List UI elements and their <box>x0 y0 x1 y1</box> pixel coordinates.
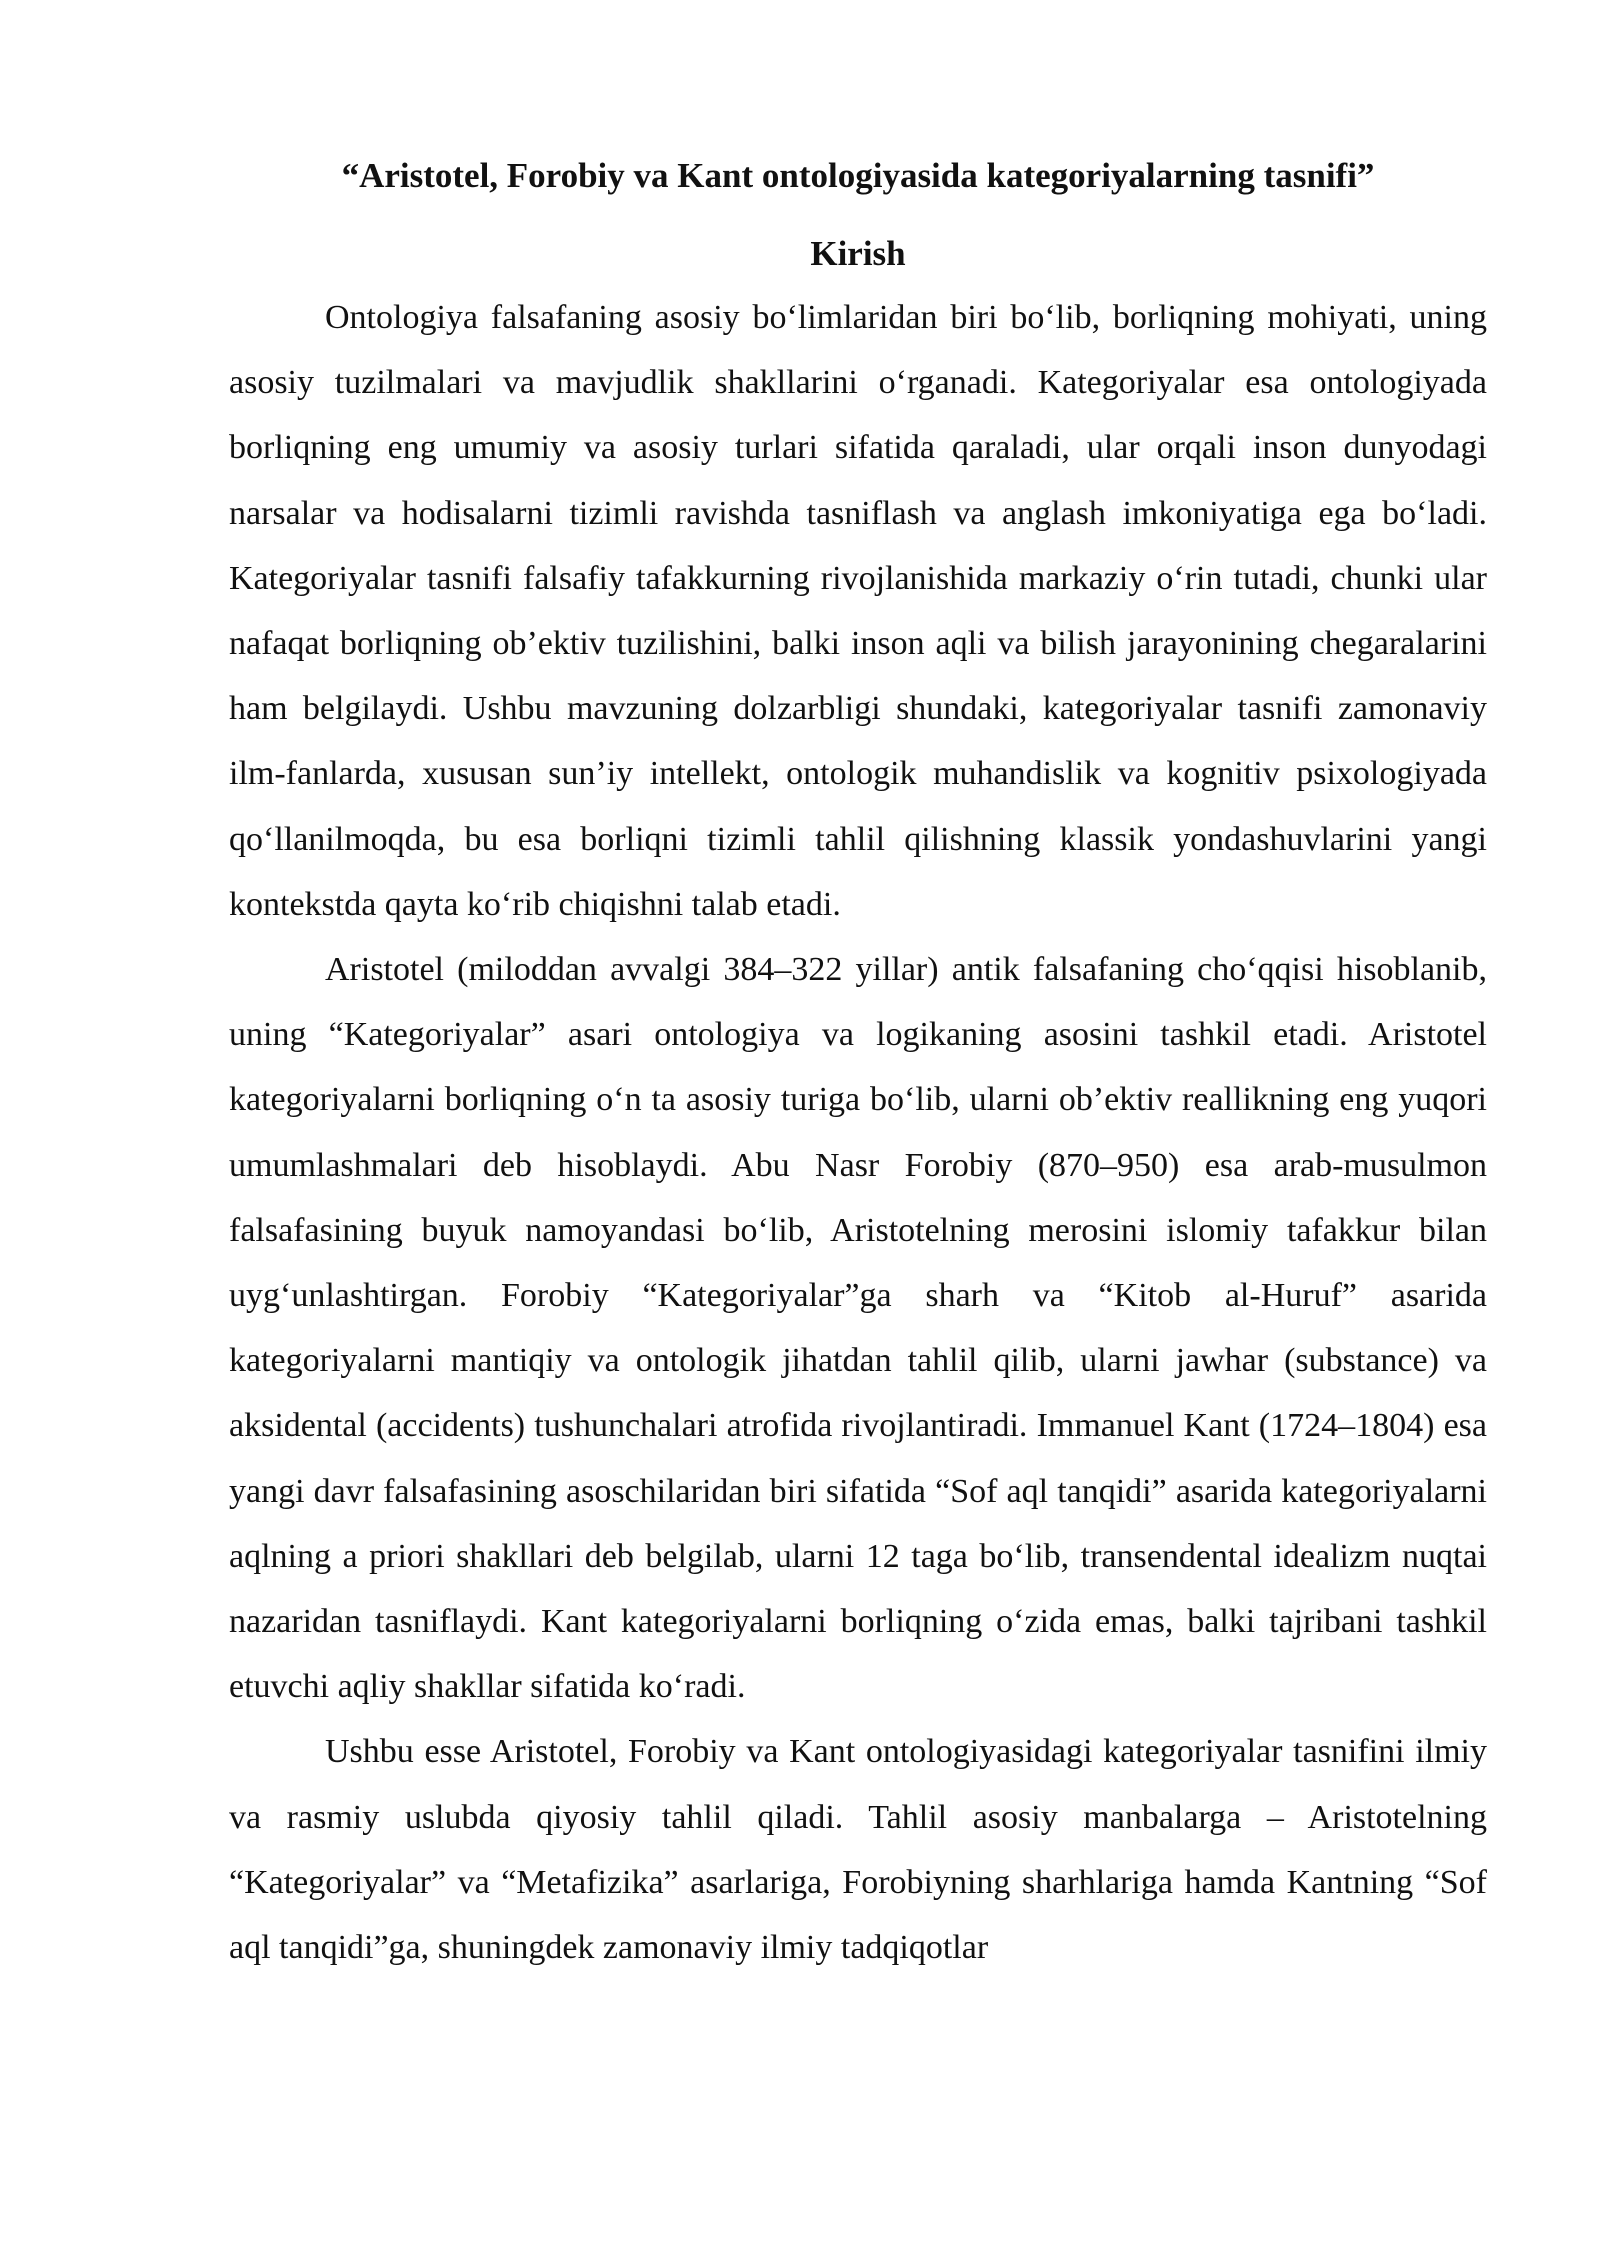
document-title: “Aristotel, Forobiy va Kant ontologiyasida kategoriyalarning tasnifi” <box>341 156 1375 195</box>
paragraph-3: Ushbu esse Aristotel, Forobiy va Kant ontologiyasidagi kategoriyalar tasnifini ilmiy va rasmiy uslubda qiyosiy tahlil qiladi. Tahlil asosiy manbalarga – Aristotelning “Kategoriyalar” va “Metafizika” asarlariga, Forobiyning sharhlariga hamda Kantning “Sof aql tanqidi”ga, shuningdek zamonaviy ilmiy tadqiqotlar <box>229 1733 1487 1967</box>
paragraph-2: Aristotel (miloddan avvalgi 384–322 yillar) antik falsafaning cho‘qqisi hisoblanib, uning “Kategoriyalar” asari ontologiya va logikaning asosini tashkil etadi. Aristotel kategoriyalarni borliqning o‘n ta asosiy turiga bo‘lib, ularni ob’ektiv reallikning eng yuqori umumlashmalari deb hisoblaydi. Abu Nasr Forobiy (870–950) esa arab-musulmon falsafasining buyuk namoyandasi bo‘lib, Aristotelning merosini islomiy tafakkur bilan uyg‘unlashtirgan. Forobiy “Kategoriyalar”ga sharh va “Kitob al-Huruf” asarida kategoriyalarni mantiqiy va ontologik jihatdan tahlil qilib, ularni jawhar (substance) va aksidental (accidents) tushunchalari atrofida rivojlantiradi. Immanuel Kant (1724–1804) esa yangi davr falsafasining asoschilaridan biri sifatida “Sof aql tanqidi” asarida kategoriyalarni aqlning a priori shakllari deb belgilab, ularni 12 taga bo‘lib, transendental idealizm nuqtai nazaridan tasniflaydi. Kant kategoriyalarni borliqning o‘zida emas, balki tajribani tashkil etuvchi aqliy shakllar sifatida ko‘radi. <box>229 951 1487 1706</box>
document-body <box>229 145 1487 1980</box>
section-heading: Kirish <box>810 234 906 273</box>
paragraph-1: Ontologiya falsafaning asosiy bo‘limlaridan biri bo‘lib, borliqning mohiyati, uning asosiy tuzilmalari va mavjudlik shakllarini o‘rganadi. Kategoriyalar esa ontologiyada borliqning eng umumiy va asosiy turlari sifatida qaraladi, ular orqali inson dunyodagi narsalar va hodisalarni tizimli ravishda tasniflash va anglash imkoniyatiga ega bo‘ladi. Kategoriyalar tasnifi falsafiy tafakkurning rivojlanishida markaziy o‘rin tutadi, chunki ular nafaqat borliqning ob’ektiv tuzilishini, balki inson aqli va bilish jarayonining chegaralarini ham belgilaydi. Ushbu mavzuning dolzarbligi shundaki, kategoriyalar tasnifi zamonaviy ilm-fanlarda, xususan sun’iy intellekt, ontologik muhandislik va kognitiv psixologiyada qo‘llanilmoqda, bu esa borliqni tizimli tahlil qilishning klassik yondashuvlarini yangi kontekstda qayta ko‘rib chiqishni talab etadi. <box>229 299 1487 923</box>
